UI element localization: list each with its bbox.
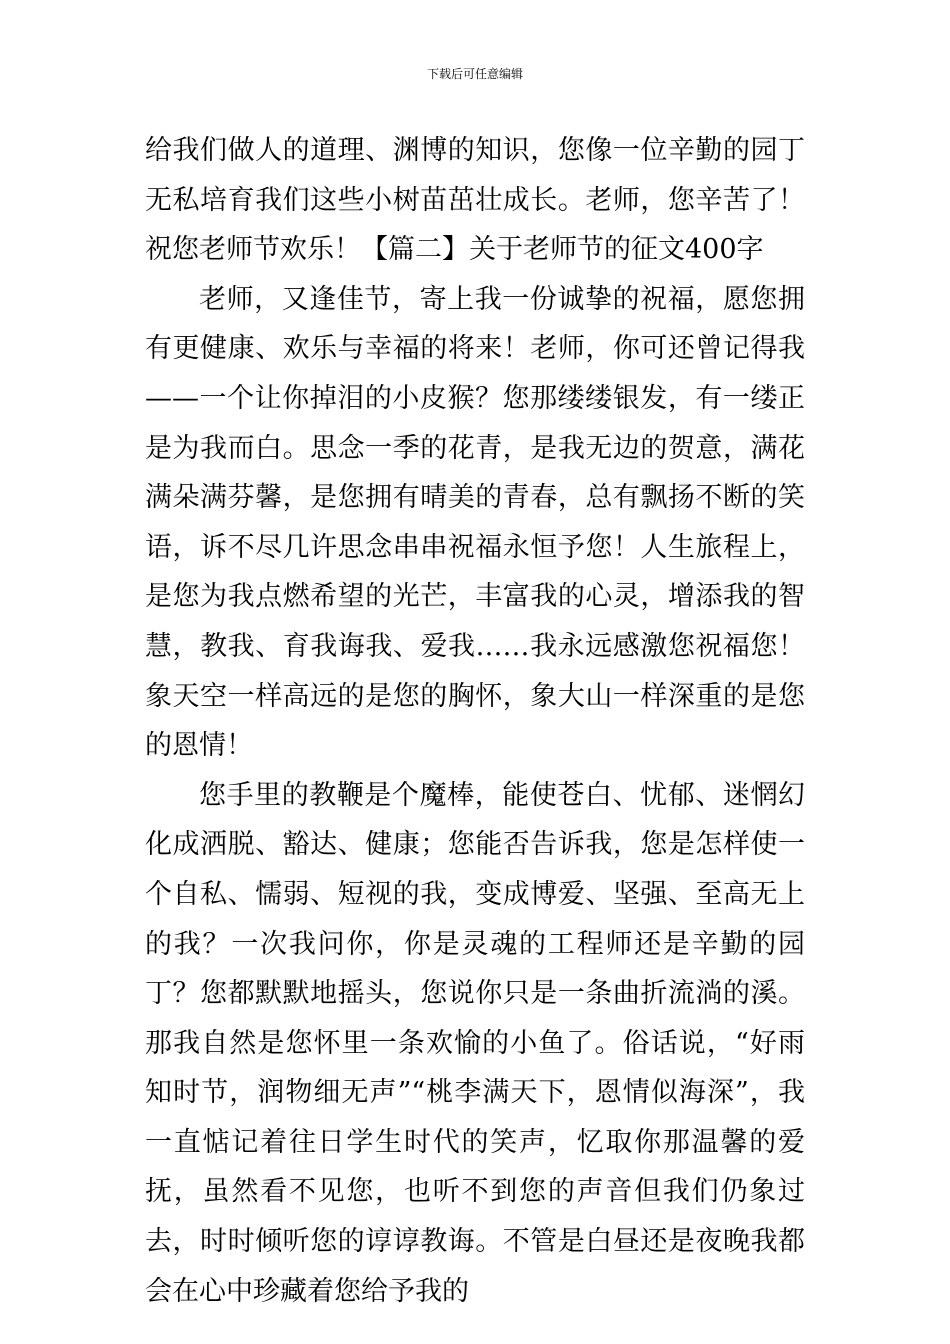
paragraph-teacher-wand: 您手里的教鞭是个魔棒，能使苍白、忧郁、迷惘幻化成洒脱、豁达、健康；您能否告诉我，您是怎样使一个自私、懦弱、短视的我，变成博爱、坚强、至高无上的我？一次我问你，你是灵魂的工程师还是辛勤的园丁？您都默默地摇头，您说你只是一条曲折流淌的溪。那我自然是您怀里一条欢愉的小鱼了。俗话说，“好雨知时节，润物细无声”“桃李满天下，恩情似海深”，我一直惦记着往日学生时代的笑声，忆取你那温馨的爱抚，虽然看不见您，也听不到您的声音但我们仍象过去，时时倾听您的谆谆教诲。不管是白昼还是夜晚我都会在心中珍藏着您给予我的 — [145, 779, 805, 1307]
paragraph-continuation: 给我们做人的道理、渊博的知识，您像一位辛勤的园丁无私培育我们这些小树苗茁壮成长。老师，您辛苦了！祝您老师节欢乐！【篇二】关于老师节的征文400字 — [145, 135, 805, 266]
document-body — [145, 126, 805, 1316]
header-note: 下载后可任意编辑 — [426, 67, 523, 81]
paragraph-greeting: 老师，又逢佳节，寄上我一份诚挚的祝福，愿您拥有更健康、欢乐与幸福的将来！老师，你可还曾记得我——一个让你掉泪的小皮猴？您那缕缕银发，有一缕正是为我而白。思念一季的花青，是我无边的贺意，满花满朵满芬馨，是您拥有晴美的青春，总有飘扬不断的笑语，诉不尽几许思念串串祝福永恒予您！人生旅程上，是您为我点燃希望的光芒，丰富我的心灵，增添我的智慧，教我、育我诲我、爱我……我永远感激您祝福您！象天空一样高远的是您的胸怀，象大山一样深重的是您的恩情！ — [145, 283, 805, 762]
